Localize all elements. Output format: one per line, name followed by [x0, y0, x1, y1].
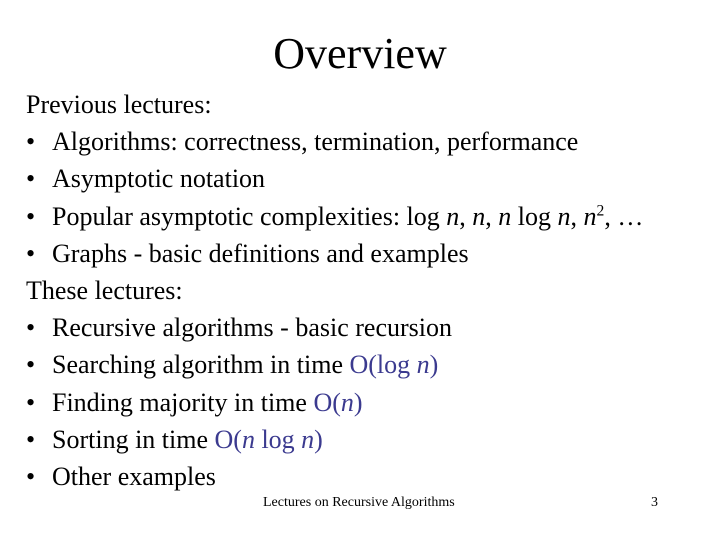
bullet: • [26, 313, 36, 343]
these-lectures-heading: These lectures: [26, 276, 183, 306]
list-item [26, 123, 706, 160]
item-other-examples: Other examples [52, 462, 216, 492]
bullet: • [26, 127, 36, 157]
list-item [26, 458, 706, 495]
bullet: • [26, 350, 36, 380]
item-recursive-algorithms: Recursive algorithms - basic recursion [52, 313, 452, 343]
previous-lectures-heading: Previous lectures: [26, 90, 212, 119]
list-item [26, 160, 706, 197]
list-item [26, 346, 706, 383]
bullet: • [26, 164, 36, 194]
item-asymptotic-notation: Asymptotic notation [52, 164, 266, 194]
slide-title: Overview [273, 29, 447, 78]
slide-body [26, 86, 706, 495]
list-item [26, 198, 706, 235]
list-item [26, 235, 706, 272]
bullet: • [26, 238, 36, 268]
bullet: • [26, 462, 36, 492]
item-majority: Finding majority in time O(n) [52, 387, 363, 417]
bullet: • [26, 201, 36, 231]
list-item [26, 384, 706, 421]
item-sorting: Sorting in time O(n log n) [52, 424, 323, 454]
item-searching: Searching algorithm in time O(log n) [52, 350, 439, 380]
page-number: 3 [651, 495, 658, 510]
item-algorithms: Algorithms: correctness, termination, performance [52, 127, 579, 157]
item-popular-complexities: Popular asymptotic complexities: log n, n, n log n, $n^2$, … [52, 201, 644, 231]
bullet: • [26, 424, 36, 454]
footer-text: Lectures on Recursive Algorithms [263, 495, 455, 510]
list-item [26, 309, 706, 346]
item-graphs: Graphs - basic definitions and examples [52, 238, 469, 268]
bullet: • [26, 387, 36, 417]
list-item [26, 421, 706, 458]
